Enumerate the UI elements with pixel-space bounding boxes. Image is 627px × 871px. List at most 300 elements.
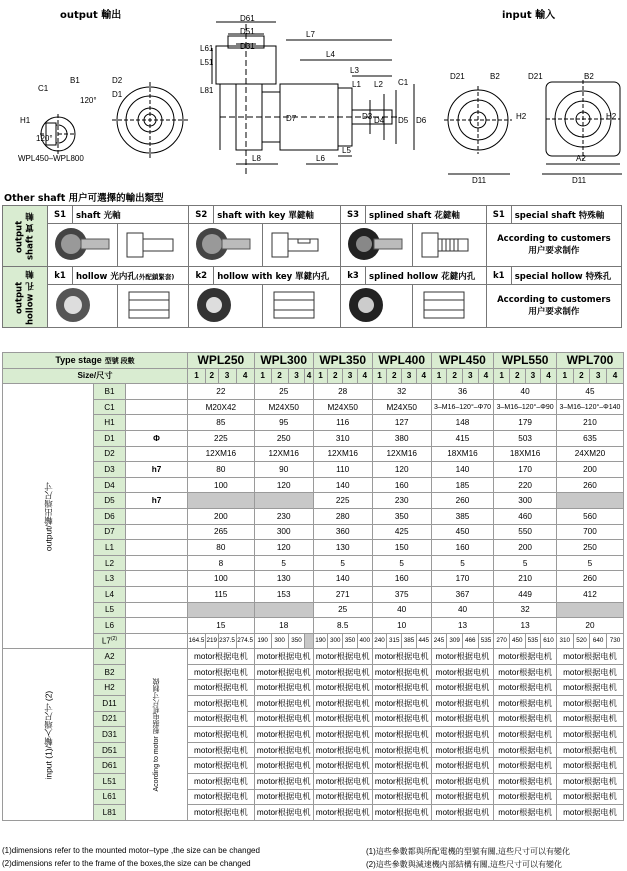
motor-cell: motor根据电机 (313, 711, 372, 727)
l7-value-cell: 300 (271, 633, 288, 649)
shaft-label: shaft 光軸 (73, 206, 189, 224)
drawing-label: L51 (200, 58, 214, 67)
model-range-label: WPL450–WPL800 (18, 154, 84, 163)
motor-cell: motor根据电机 (313, 758, 372, 774)
row-key: L6 (94, 618, 126, 634)
output-side-label: output/輸出端尺寸 (3, 384, 94, 649)
shaft-code: S3 (341, 206, 366, 224)
value-cell: 200 (188, 508, 255, 524)
drawing-label: D31 (240, 42, 255, 51)
motor-cell: motor根据电机 (372, 805, 431, 821)
value-cell: 160 (372, 571, 431, 587)
l7-value-cell: 219 (206, 633, 218, 649)
motor-cell: motor根据电机 (431, 742, 494, 758)
l7-value-cell: 270 (494, 633, 510, 649)
value-cell: 140 (313, 477, 372, 493)
motor-cell: motor根据电机 (431, 758, 494, 774)
value-cell: 179 (494, 415, 557, 431)
table-row (3, 477, 624, 493)
motor-cell: motor根据电机 (254, 789, 313, 805)
row-key: C1 (94, 399, 126, 415)
motor-cell: motor根据电机 (556, 696, 623, 712)
value-cell: 24XM20 (556, 446, 623, 462)
row-key: D1 (94, 430, 126, 446)
value-cell: 12XM16 (372, 446, 431, 462)
motor-cell: motor根据电机 (372, 696, 431, 712)
value-cell: 115 (188, 586, 255, 602)
table-row-input (3, 680, 624, 696)
value-cell: 5 (254, 555, 313, 571)
motor-cell: motor根据电机 (254, 774, 313, 790)
table-row-input (3, 758, 624, 774)
value-cell: 95 (254, 415, 313, 431)
motor-side-label: Acording to motor 根据电机尺寸制做 (126, 649, 188, 821)
stage-header: 4 (607, 368, 624, 384)
row-key: D21 (94, 711, 126, 727)
custom-note-en: According to customers (497, 295, 611, 305)
table-row-input (3, 742, 624, 758)
drawing-label: D3 (362, 112, 373, 121)
motor-cell: motor根据电机 (372, 742, 431, 758)
footnote-1-en: (1)dimensions refer to the mounted motor–type ,the size can be changed (2, 846, 260, 855)
l7-value-cell: 274.5 (236, 633, 254, 649)
row-mark (126, 524, 188, 540)
motor-cell: motor根据电机 (254, 680, 313, 696)
value-cell: 560 (556, 508, 623, 524)
table-row (3, 524, 624, 540)
value-cell: 170 (431, 571, 494, 587)
stage-header: 2 (447, 368, 463, 384)
l7-value-cell: 309 (447, 633, 463, 649)
value-cell (254, 493, 313, 509)
table-row-input (3, 789, 624, 805)
motor-cell: motor根据电机 (556, 805, 623, 821)
value-cell: 260 (556, 477, 623, 493)
value-cell: 350 (372, 508, 431, 524)
table-row (3, 415, 624, 431)
shaft-label: special hollow 特殊孔 (511, 267, 621, 285)
stage-header: 1 (254, 368, 271, 384)
motor-cell: motor根据电机 (431, 727, 494, 743)
stage-header: 2 (573, 368, 590, 384)
value-cell: 12XM16 (254, 446, 313, 462)
motor-cell: motor根据电机 (431, 789, 494, 805)
value-cell: 225 (188, 430, 255, 446)
l7-value-cell: 520 (573, 633, 590, 649)
value-cell: 12XM16 (313, 446, 372, 462)
value-cell: 300 (494, 493, 557, 509)
value-cell: 116 (313, 415, 372, 431)
value-cell: 12XM16 (188, 446, 255, 462)
row-mark (126, 555, 188, 571)
row-mark (126, 508, 188, 524)
shaft-photo (341, 224, 413, 267)
shaft-code: k1 (48, 267, 73, 285)
stage-header: 3 (343, 368, 358, 384)
stage-header: 4 (478, 368, 494, 384)
shaft-label: splined shaft 花鍵軸 (366, 206, 487, 224)
footnote-1-cn: (1)這些參數都與所配電機的型號有關,這些尺寸可以有變化 (366, 847, 570, 856)
value-cell (556, 602, 623, 618)
motor-cell: motor根据电机 (431, 774, 494, 790)
drawing-label: D21 (450, 72, 465, 81)
drawing-label: 120° (80, 96, 97, 105)
row-key: H2 (94, 680, 126, 696)
value-cell: 8.5 (313, 618, 372, 634)
stage-header: 3 (525, 368, 541, 384)
stage-header: 2 (206, 368, 218, 384)
motor-cell: motor根据电机 (313, 664, 372, 680)
value-cell: 140 (313, 571, 372, 587)
table-row (3, 540, 624, 556)
stage-header: 4 (416, 368, 431, 384)
value-cell: 460 (494, 508, 557, 524)
value-cell: 160 (431, 540, 494, 556)
motor-cell: motor根据电机 (372, 711, 431, 727)
drawing-label: D51 (240, 27, 255, 36)
value-cell: 185 (431, 477, 494, 493)
table-row (3, 586, 624, 602)
motor-cell: motor根据电机 (494, 696, 557, 712)
value-cell: 150 (372, 540, 431, 556)
shaft-photo (48, 224, 118, 267)
row-key: D3 (94, 462, 126, 478)
motor-cell: motor根据电机 (188, 758, 255, 774)
value-cell (188, 602, 255, 618)
motor-cell: motor根据电机 (494, 711, 557, 727)
drawing-label: H2 (516, 112, 527, 121)
other-shaft-table (2, 205, 622, 328)
drawing-label: L1 (352, 80, 361, 89)
motor-cell: motor根据电机 (372, 758, 431, 774)
value-cell: 120 (254, 540, 313, 556)
output-hollow-side-label: output hollow 孔 軸 (3, 267, 48, 328)
value-cell: 40 (372, 602, 431, 618)
table-row-input (3, 727, 624, 743)
value-cell: 153 (254, 586, 313, 602)
motor-cell: motor根据电机 (313, 680, 372, 696)
row-mark (126, 586, 188, 602)
motor-cell: motor根据电机 (313, 649, 372, 665)
l7-value-cell: 190 (254, 633, 271, 649)
value-cell: 3–M16–120°–Φ70 (431, 399, 494, 415)
value-cell: 300 (254, 524, 313, 540)
hollow-sketch (263, 285, 341, 328)
motor-cell: motor根据电机 (188, 664, 255, 680)
row-key: H1 (94, 415, 126, 431)
table-row (3, 493, 624, 509)
value-cell: 310 (313, 430, 372, 446)
motor-cell: motor根据电机 (188, 696, 255, 712)
motor-cell: motor根据电机 (188, 774, 255, 790)
stage-header: 1 (372, 368, 387, 384)
stage-header: 2 (509, 368, 525, 384)
motor-cell: motor根据电机 (494, 774, 557, 790)
motor-cell: motor根据电机 (372, 680, 431, 696)
value-cell: 127 (372, 415, 431, 431)
motor-cell: motor根据电机 (254, 758, 313, 774)
drawing-label: D11 (472, 176, 487, 185)
shaft-label: splined hollow 花鍵内孔 (366, 267, 487, 285)
hollow-note: (外配鎖緊套) (135, 272, 175, 281)
row-key: D61 (94, 758, 126, 774)
value-cell: 200 (556, 462, 623, 478)
drawing-label: D5 (398, 116, 409, 125)
stage-header: 2 (271, 368, 288, 384)
motor-cell: motor根据电机 (494, 758, 557, 774)
motor-cell: motor根据电机 (431, 805, 494, 821)
value-cell: 210 (494, 571, 557, 587)
motor-cell: motor根据电机 (494, 789, 557, 805)
value-cell: 130 (313, 540, 372, 556)
footnote-2-en: (2)dimensions refer to the frame of the boxes,the size can be changed (2, 859, 251, 868)
drawing-label: D7 (286, 114, 297, 123)
drawing-label: L6 (316, 154, 325, 163)
drawing-label: D2 (112, 76, 123, 85)
stage-header: 3 (590, 368, 607, 384)
motor-cell: motor根据电机 (188, 805, 255, 821)
row-mark (126, 399, 188, 415)
value-cell: 550 (494, 524, 557, 540)
value-cell: 160 (372, 477, 431, 493)
value-cell (556, 493, 623, 509)
motor-cell: motor根据电机 (254, 664, 313, 680)
l7-value-cell (305, 633, 313, 649)
row-key: D6 (94, 508, 126, 524)
hollow-photo (341, 285, 413, 328)
drawing-label: L4 (326, 50, 335, 59)
value-cell: 700 (556, 524, 623, 540)
motor-cell: motor根据电机 (494, 664, 557, 680)
row-key: A2 (94, 649, 126, 665)
drawing-label: L2 (374, 80, 383, 89)
motor-cell: motor根据电机 (313, 789, 372, 805)
value-cell: 100 (188, 571, 255, 587)
value-cell: 18XM16 (431, 446, 494, 462)
motor-cell: motor根据电机 (313, 696, 372, 712)
motor-cell: motor根据电机 (556, 742, 623, 758)
motor-cell: motor根据电机 (188, 680, 255, 696)
motor-cell: motor根据电机 (188, 711, 255, 727)
row-key: L1 (94, 540, 126, 556)
value-cell: 148 (431, 415, 494, 431)
motor-cell: motor根据电机 (556, 727, 623, 743)
value-cell: M24X50 (254, 399, 313, 415)
row-mark (126, 602, 188, 618)
stage-header: 4 (541, 368, 557, 384)
value-cell: 503 (494, 430, 557, 446)
stage-header: 3 (288, 368, 305, 384)
other-shaft-title: Other shaft 用户可選擇的輸出類型 (4, 193, 164, 204)
l7-value-cell: 315 (387, 633, 402, 649)
drawing-label: B2 (490, 72, 500, 81)
motor-cell: motor根据电机 (556, 774, 623, 790)
shaft-sketch (263, 224, 341, 267)
shaft-photo (189, 224, 263, 267)
table-row (3, 618, 624, 634)
motor-cell: motor根据电机 (372, 789, 431, 805)
custom-note-cn: 用户要求制作 (528, 246, 580, 256)
value-cell: M20X42 (188, 399, 255, 415)
model-header: WPL550 (494, 353, 557, 369)
motor-cell: motor根据电机 (556, 680, 623, 696)
shaft-code: k3 (341, 267, 366, 285)
value-cell: 412 (556, 586, 623, 602)
row-key: D11 (94, 696, 126, 712)
drawing-label: B1 (70, 76, 80, 85)
l7-value-cell: 245 (431, 633, 447, 649)
table-row (3, 446, 624, 462)
motor-cell: motor根据电机 (254, 711, 313, 727)
motor-cell: motor根据电机 (254, 649, 313, 665)
value-cell: 250 (556, 540, 623, 556)
motor-cell: motor根据电机 (431, 680, 494, 696)
custom-note (486, 285, 621, 328)
row-key: L5 (94, 602, 126, 618)
value-cell: 225 (313, 493, 372, 509)
value-cell: 5 (494, 555, 557, 571)
value-cell: 90 (254, 462, 313, 478)
value-cell: 28 (313, 384, 372, 400)
motor-cell: motor根据电机 (556, 711, 623, 727)
value-cell: 8 (188, 555, 255, 571)
value-cell: 120 (372, 462, 431, 478)
shaft-code: k1 (486, 267, 511, 285)
row-key: L61 (94, 789, 126, 805)
l7-value-cell: 445 (416, 633, 431, 649)
value-cell (188, 493, 255, 509)
value-cell (254, 602, 313, 618)
value-cell: 3–M16–120°–Φ140 (556, 399, 623, 415)
value-cell: 13 (431, 618, 494, 634)
row-key: B1 (94, 384, 126, 400)
drawing-label: D21 (528, 72, 543, 81)
model-header: WPL300 (254, 353, 313, 369)
stage-header: 3 (462, 368, 478, 384)
shaft-sketch (117, 224, 188, 267)
l7-value-cell: 610 (541, 633, 557, 649)
value-cell: 367 (431, 586, 494, 602)
row-key: L2 (94, 555, 126, 571)
value-cell: 18XM16 (494, 446, 557, 462)
l7-value-cell: 535 (525, 633, 541, 649)
row-mark: h7 (126, 493, 188, 509)
output-shaft-side-label: output shaft 實 軸 (3, 206, 48, 267)
value-cell: 32 (372, 384, 431, 400)
drawing-label: H2 (606, 112, 617, 121)
hollow-sketch (412, 285, 486, 328)
input-title: input 輸入 (502, 10, 556, 21)
l7-value-cell: 450 (509, 633, 525, 649)
motor-cell: motor根据电机 (254, 727, 313, 743)
stage-header: 2 (328, 368, 343, 384)
drawing-label: D1 (112, 90, 123, 99)
l7-value-cell: 190 (313, 633, 328, 649)
value-cell: 450 (431, 524, 494, 540)
motor-cell: motor根据电机 (556, 758, 623, 774)
motor-cell: motor根据电机 (188, 742, 255, 758)
custom-note-en: According to customers (497, 234, 611, 244)
hollow-photo (189, 285, 263, 328)
motor-cell: motor根据电机 (431, 664, 494, 680)
value-cell: 85 (188, 415, 255, 431)
value-cell: 20 (556, 618, 623, 634)
row-key: D5 (94, 493, 126, 509)
shaft-code: S2 (189, 206, 214, 224)
stage-header: 1 (188, 368, 206, 384)
row-mark: h7 (126, 462, 188, 478)
table-row (3, 462, 624, 478)
stage-header: 4 (357, 368, 372, 384)
l7-value-cell: 164.5 (188, 633, 206, 649)
value-cell: 635 (556, 430, 623, 446)
value-cell: 170 (494, 462, 557, 478)
motor-cell: motor根据电机 (494, 649, 557, 665)
drawing-label: C1 (38, 84, 49, 93)
drawing-label: 120° (36, 134, 53, 143)
drawing-label: L5 (342, 146, 351, 155)
drawing-label: L8 (252, 154, 261, 163)
custom-note-cn: 用户要求制作 (528, 307, 580, 317)
shaft-label: hollow with key 單鍵内孔 (214, 267, 341, 285)
row-mark (126, 384, 188, 400)
drawing-label: H1 (20, 116, 31, 125)
drawing-label: D6 (416, 116, 427, 125)
l7-value-cell: 385 (402, 633, 417, 649)
value-cell: 385 (431, 508, 494, 524)
value-cell: 425 (372, 524, 431, 540)
motor-cell: motor根据电机 (254, 805, 313, 821)
table-row (3, 430, 624, 446)
value-cell: 45 (556, 384, 623, 400)
value-cell: 220 (494, 477, 557, 493)
stage-header: 1 (431, 368, 447, 384)
value-cell: 25 (313, 602, 372, 618)
value-cell: 210 (556, 415, 623, 431)
row-key: D2 (94, 446, 126, 462)
motor-cell: motor根据电机 (313, 774, 372, 790)
row-mark (126, 633, 188, 649)
motor-cell: motor根据电机 (313, 742, 372, 758)
motor-cell: motor根据电机 (188, 649, 255, 665)
value-cell: 250 (254, 430, 313, 446)
value-cell: 5 (556, 555, 623, 571)
table-row-input (3, 649, 624, 665)
row-key: D31 (94, 727, 126, 743)
motor-cell: motor根据电机 (431, 649, 494, 665)
value-cell: 22 (188, 384, 255, 400)
input-side-label: input (1)/輸入端尺寸 (2) (3, 649, 94, 821)
value-cell: 110 (313, 462, 372, 478)
l7-value-cell: 535 (478, 633, 494, 649)
l7-value-cell: 400 (357, 633, 372, 649)
motor-cell: motor根据电机 (494, 805, 557, 821)
table-row-input (3, 664, 624, 680)
hollow-sketch (117, 285, 188, 328)
motor-cell: motor根据电机 (372, 774, 431, 790)
header-row-models (3, 353, 624, 369)
value-cell: 40 (494, 384, 557, 400)
value-cell: 230 (372, 493, 431, 509)
row-mark (126, 415, 188, 431)
row-mark (126, 571, 188, 587)
model-header: WPL350 (313, 353, 372, 369)
row-mark (126, 618, 188, 634)
l7-value-cell: 310 (556, 633, 573, 649)
motor-cell: motor根据电机 (188, 727, 255, 743)
model-header: WPL400 (372, 353, 431, 369)
motor-cell: motor根据电机 (494, 680, 557, 696)
